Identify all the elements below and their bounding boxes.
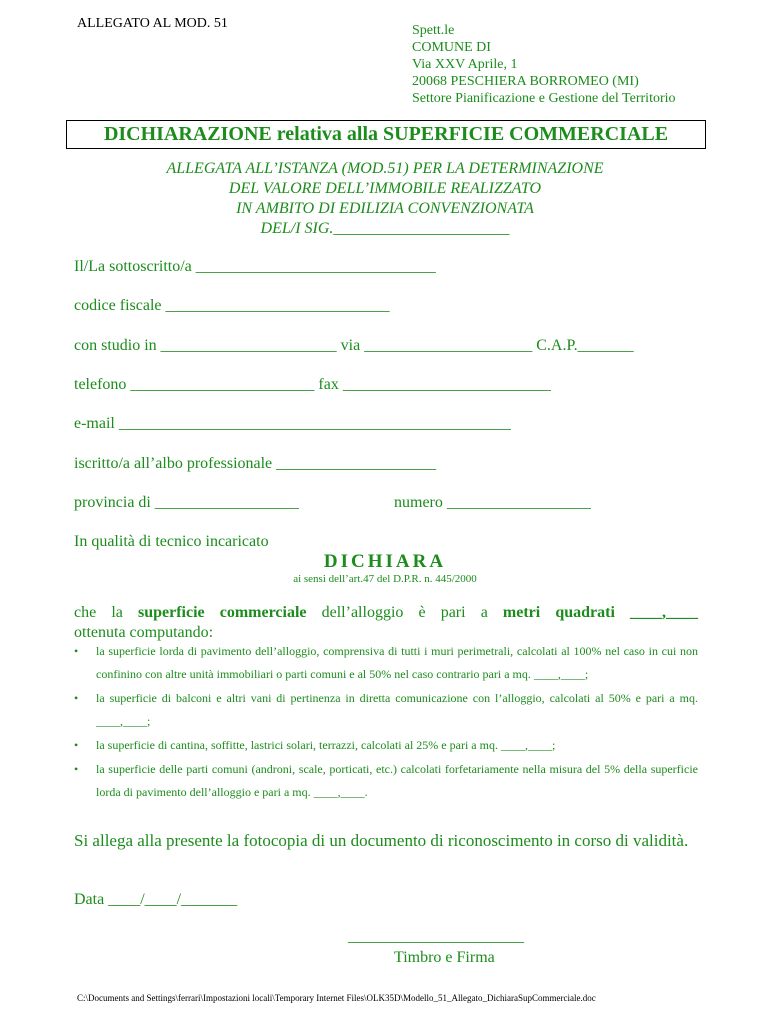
statement-text: dell’alloggio è pari a [306, 604, 503, 621]
list-item [74, 687, 698, 733]
codice-fiscale-field[interactable]: codice fiscale ____________________________ [74, 297, 390, 314]
file-path-footer: C:\Documents and Settings\ferrari\Impostazioni locali\Temporary Internet Files\OLK35D\Modello_51_Allegato_DichiaraSupCommerciale.doc [77, 993, 596, 1003]
attachment-note: Si allega alla presente la fotocopia di un documento di riconoscimento in corso di validità. [74, 831, 689, 850]
list-item [74, 758, 698, 804]
recipient-address [412, 22, 676, 107]
date-field[interactable]: Data ____/____/_______ [74, 891, 238, 908]
studio-field[interactable]: con studio in ______________________ via _____________________ C.A.P._______ [74, 337, 634, 354]
document-title: DICHIARAZIONE relativa alla SUPERFICIE COMMERCIALE [103, 123, 669, 145]
bullet-icon: • [74, 691, 79, 705]
qualita-text: In qualità di tecnico incaricato [74, 533, 269, 550]
list-item-text: la superficie delle parti comuni (androni, scale, porticati, etc.) calcolati forfetariamente nella misura del 5% della superficie lorda di pavimento dell’alloggio e pari a mq. ____,____. [96, 762, 698, 799]
dichiara-heading: DICHIARA [323, 551, 447, 572]
list-item-text: la superficie di balconi e altri vani di pertinenza in diretta comunicazione con l’alloggio, calcolati al 50% e pari a mq. ____,____; [96, 691, 698, 728]
legal-reference: ai sensi dell’art.47 del D.P.R. n. 445/2000 [293, 573, 477, 585]
email-field[interactable]: e-mail _________________________________________________ [74, 415, 511, 432]
statement-bold: metri quadrati [502, 604, 615, 621]
bullet-icon: • [74, 762, 79, 776]
bullet-icon: • [74, 738, 79, 752]
bullet-icon: • [74, 644, 79, 658]
list-item-text: la superficie di cantina, soffitte, lastrici solari, terrazzi, calcolati al 25% e pari a mq. ____,____; [96, 738, 556, 752]
statement-line [74, 604, 698, 622]
signature-label: Timbro e Firma [394, 949, 495, 966]
list-item [74, 640, 698, 686]
statement-text: che la [74, 604, 138, 621]
address-line: Settore Pianificazione e Gestione del Territorio [412, 91, 676, 106]
provincia-field[interactable]: provincia di __________________ [74, 494, 299, 511]
albo-field[interactable]: iscritto/a all’albo professionale ____________________ [74, 455, 437, 472]
computation-list [74, 640, 698, 805]
subtitle-line: DEL VALORE DELL’IMMOBILE REALIZZATO [228, 180, 542, 197]
mq-blank[interactable]: ____,____ [614, 604, 699, 621]
statement-continuation: ottenuta computando: [74, 624, 214, 641]
telefono-fax-field[interactable]: telefono _______________________ fax __________________________ [74, 376, 551, 393]
subtitle-line: ALLEGATA ALL’ISTANZA (MOD.51) PER LA DETERMINAZIONE [166, 160, 604, 177]
address-line: Via XXV Aprile, 1 [412, 57, 518, 72]
numero-field[interactable]: numero __________________ [394, 494, 591, 511]
address-line: Spett.le [412, 23, 455, 38]
sottoscritto-field[interactable]: Il/La sottoscritto/a ______________________________ [74, 258, 436, 275]
address-line: COMUNE DI [412, 40, 491, 55]
address-line: 20068 PESCHIERA BORROMEO (MI) [412, 74, 639, 89]
list-item-text: la superficie lorda di pavimento dell’alloggio, comprensiva di tutti i muri perimetrali, calcolati al 100% nel caso in cui non confinino con altre unità immobiliari o parti comuni e al 50% nel caso contrario pari a mq. ____,____; [96, 644, 698, 681]
signature-line[interactable]: ______________________ [348, 928, 524, 945]
subtitle-line: IN AMBITO DI EDILIZIA CONVENZIONATA [236, 200, 534, 217]
subtitle-line: DEL/I SIG.______________________ [260, 220, 510, 237]
allegato-label: ALLEGATO AL MOD. 51 [77, 16, 228, 31]
document-title-box [66, 120, 706, 149]
statement-bold: superficie commerciale [137, 604, 307, 621]
list-item [74, 734, 698, 757]
